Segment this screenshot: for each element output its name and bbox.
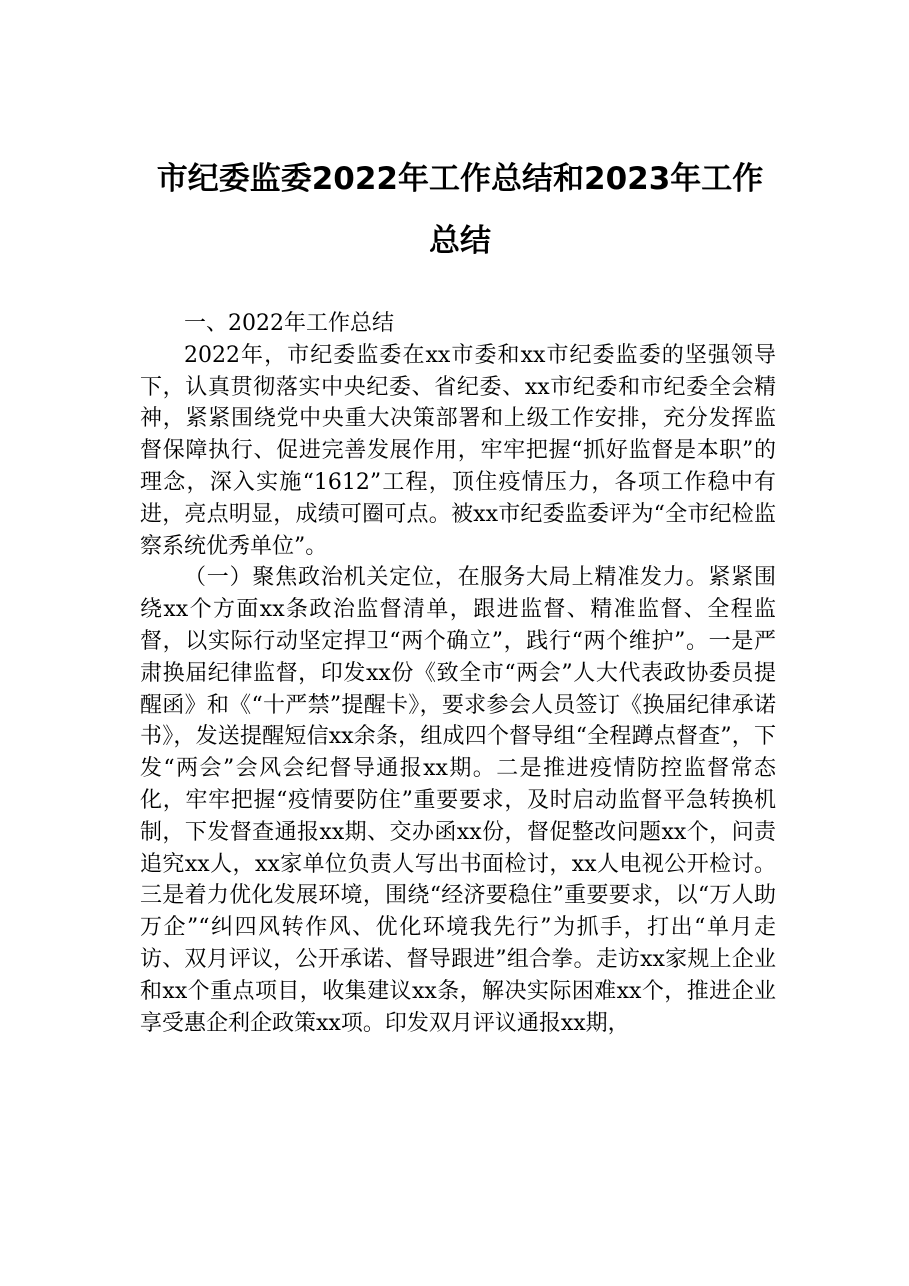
- title-line-2: 总结: [429, 223, 491, 259]
- document-body: [140, 308, 776, 1039]
- paragraph: （一）聚焦政治机关定位，在服务大局上精准发力。紧紧围绕xx个方面xx条政治监督清单，跟进监督、精准监督、全程监督，以实际行动坚定捍卫“两个确立”，践行“两个维护”。一是严肃换届纪律监督，印发xx份《致全市“两会”人大代表政协委员提醒函》和《“十严禁”提醒卡》，要求参会人员签订《换届纪律承诺书》，发送提醒短信xx余条，组成四个督导组“全程蹲点督查”，下发“两会”会风会纪督导通报xx期。二是推进疫情防控监督常态化，牢牢把握“疫情要防住”重要要求，及时启动监督平急转换机制，下发督查通报xx期、交办函xx份，督促整改问题xx个，问责追究xx人，xx家单位负责人写出书面检讨，xx人电视公开检讨。三是着力优化发展环境，围绕“经济要稳住”重要要求，以“万人助万企”“纠四风转作风、优化环境我先行”为抓手，打出“单月走访、双月评议，公开承诺、督导跟进”组合拳。走访xx家规上企业和xx个重点项目，收集建议xx条，解决实际困难xx个，推进企业享受惠企利企政策xx项。印发双月评议通报xx期，: [140, 565, 776, 1036]
- section-heading: 一、2022年工作总结: [184, 311, 394, 336]
- document-title: [140, 148, 780, 272]
- paragraph: 2022年，市纪委监委在xx市委和xx市纪委监委的坚强领导下，认真贯彻落实中央纪委、省纪委、xx市纪委和市纪委全会精神，紧紧围绕党中央重大决策部署和上级工作安排，充分发挥监督保障执行、促进完善发展作用，牢牢把握“抓好监督是本职”的理念，深入实施“1612”工程，顶住疫情压力，各项工作稳中有进，亮点明显，成绩可圈可点。被xx市纪委监委评为“全市纪检监察系统优秀单位”。: [140, 342, 776, 559]
- title-line-1: 市纪委监委2022年工作总结和2023年工作: [156, 161, 764, 197]
